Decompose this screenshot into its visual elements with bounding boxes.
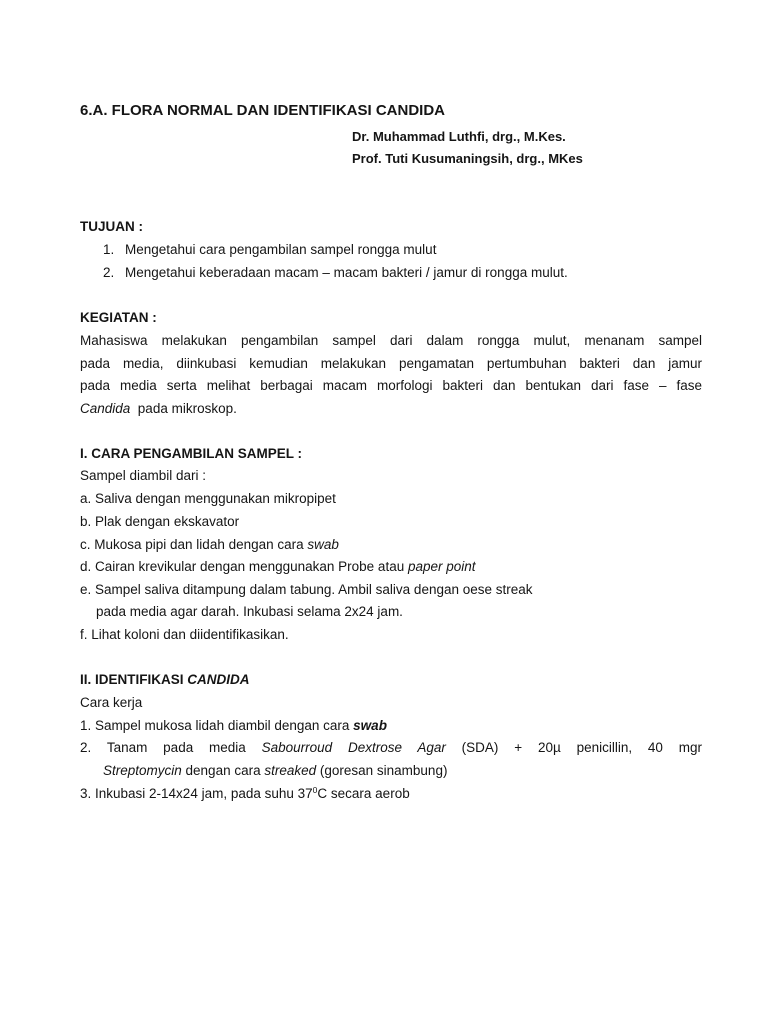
step-text: 3. Inkubasi 2-14x24 jam, pada suhu 37 [80, 786, 313, 801]
step-text: C secara aerob [317, 786, 410, 801]
step-2-continuation [103, 762, 447, 780]
italic-term: Sabourroud Dextrose Agar [261, 740, 446, 755]
italic-term: swab [353, 718, 387, 733]
item-text: Mengetahui keberadaan macam – macam bakteri / jamur di rongga mulut. [125, 265, 568, 280]
section1-item-continuation: pada media agar darah. Inkubasi selama 2x24 jam. [96, 604, 403, 619]
item-text: d. Cairan krevikular dengan menggunakan Probe atau [80, 559, 408, 574]
degree-superscript: 0 [312, 785, 318, 795]
section2-intro: Cara kerja [80, 695, 143, 710]
kegiatan-heading: KEGIATAN : [80, 310, 157, 325]
italic-term: swab [307, 537, 339, 552]
kegiatan-line: pada media serta melihat berbagai macam morfologi bakteri dan bentukan dari fase – fase [80, 378, 702, 393]
item-number: 1. [103, 242, 115, 257]
italic-term: CANDIDA [187, 672, 250, 687]
step-1 [80, 717, 387, 735]
kegiatan-line [80, 400, 237, 418]
kegiatan-line: Mahasiswa melakukan pengambilan sampel dari dalam rongga mulut, menanam sampel [80, 333, 702, 348]
step-text: dengan cara [181, 763, 265, 778]
item-number: 2. [103, 265, 115, 280]
item-text: c. Mukosa pipi dan lidah dengan cara [80, 537, 308, 552]
section1-heading: I. CARA PENGAMBILAN SAMPEL : [80, 446, 303, 461]
line-text: pada mikroskop. [130, 401, 237, 416]
step-text: 1. Sampel mukosa lidah diambil dengan cara [80, 718, 354, 733]
section1-item [80, 536, 339, 554]
section1-intro: Sampel diambil dari : [80, 468, 207, 483]
italic-term: paper point [407, 559, 476, 574]
step-3 [80, 785, 410, 803]
section1-item: b. Plak dengan ekskavator [80, 514, 240, 529]
item-text: Mengetahui cara pengambilan sampel rongga mulut [125, 242, 437, 257]
kegiatan-line: pada media, diinkubasi kemudian melakukan pengamatan pertumbuhan bakteri dan jamur [80, 356, 702, 371]
section1-item: f. Lihat koloni dan diidentifikasikan. [80, 627, 289, 642]
document-title: 6.A. FLORA NORMAL DAN IDENTIFIKASI CANDIDA [80, 102, 445, 119]
section2-heading [80, 671, 250, 689]
italic-term: streaked [264, 763, 317, 778]
section1-item: a. Saliva dengan menggunakan mikropipet [80, 491, 336, 506]
step-2 [80, 739, 702, 757]
author-1: Dr. Muhammad Luthfi, drg., M.Kes. [352, 129, 566, 144]
italic-term: Candida [80, 401, 131, 416]
heading-text: II. IDENTIFIKASI [80, 672, 188, 687]
step-text: 2. Tanam pada media [80, 740, 262, 755]
section1-item [80, 558, 476, 576]
italic-term: Streptomycin [103, 763, 182, 778]
step-text: (goresan sinambung) [316, 763, 448, 778]
step-text: (SDA) + 20µ penicillin, 40 mgr [445, 740, 702, 755]
tujuan-heading: TUJUAN : [80, 219, 143, 234]
section1-item: e. Sampel saliva ditampung dalam tabung. Ambil saliva dengan oese streak [80, 582, 533, 597]
author-2: Prof. Tuti Kusumaningsih, drg., MKes [352, 151, 583, 166]
